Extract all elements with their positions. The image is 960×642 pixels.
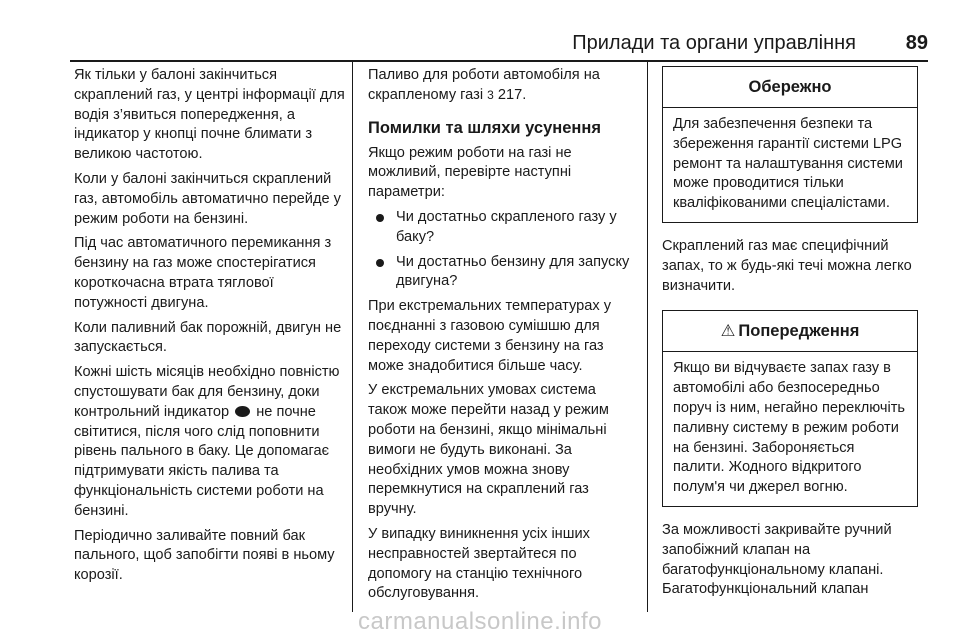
page-number: 89 — [905, 32, 928, 54]
warning-header — [663, 311, 917, 352]
paragraph: Під час автоматичного перемикання з бензину на газ може спостерігатися короткочасна втрата тяглової потужності двигуна. — [74, 235, 332, 311]
paragraph: Коли паливний бак порожній, двигун не запускається. — [74, 319, 342, 356]
paragraph: За можливості закривайте ручний запобіжний клапан на багатофункціональному клапані. Багатофункціональний клапан — [662, 521, 892, 598]
paragraph: Скраплений газ має специфічний запах, то ж будь-які течі можна легко визначити. — [662, 237, 912, 294]
page-title: Прилади та органи управління — [572, 32, 856, 54]
list-item-text: Чи достатньо бензину для запуску двигуна? — [396, 253, 630, 290]
paragraph-text: не почне світитися, після чого слід поповнити рівень пального в баку. Це допомагає підтримувати якість палива та функціональність системи роботи на бензині. — [74, 403, 330, 519]
paragraph: Періодично заливайте повний бак пального, щоб запобігти появі в ньому корозії. — [74, 527, 335, 584]
section-heading: Помилки та шляхи усунення — [368, 118, 601, 137]
list-item — [368, 253, 634, 293]
paragraph — [368, 66, 634, 106]
column-divider — [647, 62, 648, 612]
paragraph-text: Паливо для роботи автомобіля на скрапленому газі — [368, 67, 600, 103]
column-middle — [368, 66, 634, 609]
paragraph: У екстремальних умовах система також може перейти назад у режим роботи на бензині, якщо мінімальні вимоги не будуть виконані. За необхідних умов можна знову перемкнутися на скраплений газ вручну. — [368, 382, 609, 518]
bullet-icon — [376, 259, 384, 267]
caution-box — [662, 66, 918, 223]
paragraph: У випадку виникнення усіх інших несправностей звертайтеся по допомогу на станцію технічного обслуговування. — [368, 525, 590, 602]
column-divider — [352, 62, 353, 612]
bullet-list — [368, 208, 634, 292]
paragraph: Якщо режим роботи на газі не можливий, перевірте наступні параметри: — [368, 144, 572, 201]
paragraph: При екстремальних температурах у поєднанні з газовою сумішшю для переходу системи з бензину на газ може знадобитися більше часу. — [368, 298, 611, 374]
column-right — [662, 66, 918, 605]
warning-triangle-icon: ⚠ — [720, 322, 736, 341]
warning-text: Якщо ви відчуваєте запах газу в автомобілі або безпосередньо поруч із ним, негайно переключіть паливну систему в режим роботи на бензині. Забороняється палити. Жодного відкритого полум'я чи джерел вогню. — [673, 360, 906, 496]
fuel-indicator-icon — [235, 406, 250, 417]
page-reference: 217. — [497, 86, 527, 103]
list-item — [368, 208, 634, 248]
bullet-icon — [376, 214, 384, 222]
list-item-text: Чи достатньо скрапленого газу у баку? — [396, 208, 617, 245]
watermark: carmanualsonline.info — [358, 608, 602, 635]
warning-title: Попередження — [738, 322, 860, 341]
caution-text: Для забезпечення безпеки та збереження гарантії системи LPG ремонт та налаштування системи може проводитися тільки кваліфікованими спеціалістами. — [673, 116, 903, 212]
caution-title: Обережно — [663, 67, 917, 108]
page-reference-icon: 3 — [487, 87, 494, 102]
header-rule — [70, 60, 928, 62]
paragraph: Як тільки у балоні закінчиться скраплений газ, у центрі інформації для водія з’явиться попередження, а індикатор у кнопці почне блимати з великою частотою. — [74, 67, 345, 163]
paragraph-text: Кожні шість місяців необхідно повністю спустошувати бак для бензину, доки контрольний індикатор — [74, 364, 340, 420]
paragraph — [74, 363, 346, 521]
warning-box — [662, 310, 918, 507]
page-header — [70, 30, 928, 60]
column-left — [74, 66, 346, 591]
paragraph: Коли у балоні закінчиться скраплений газ, автомобіль автоматично перейде у режим роботи на бензині. — [74, 170, 341, 227]
